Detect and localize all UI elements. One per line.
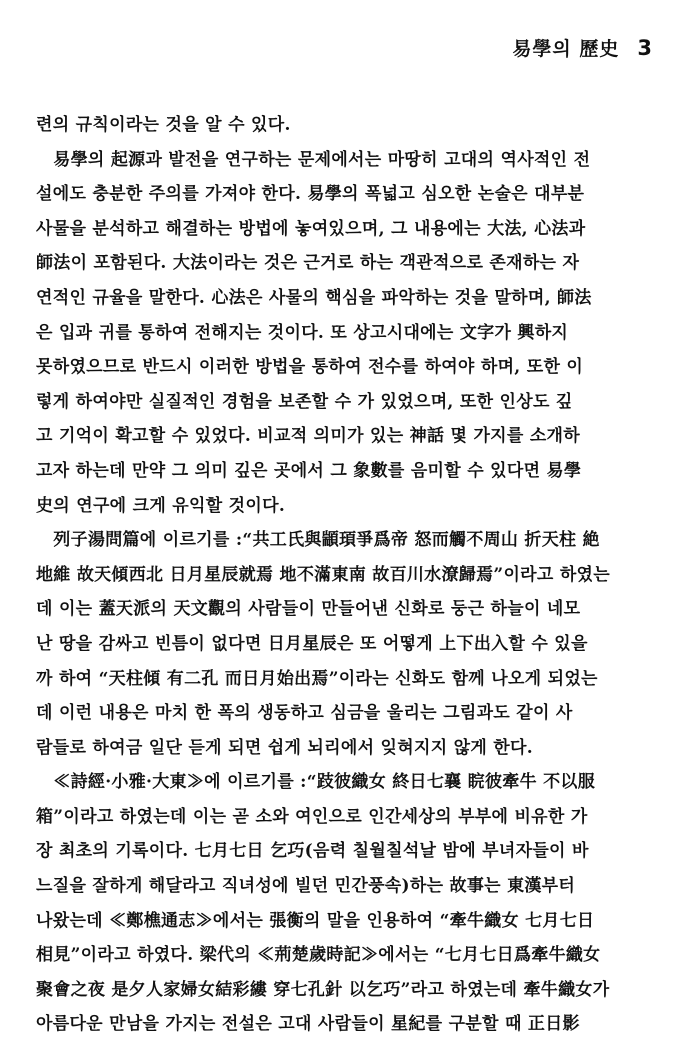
running-header [512, 34, 652, 61]
text-line: 까 하여 “天柱傾 有二孔 而日月始出焉”이라는 신화도 함께 나오게 되었는 [36, 668, 598, 689]
text-line: ≪詩經·小雅·大東≫에 이르기를 :“跂彼織女 終日七襄 睆彼牽牛 不以服 [36, 772, 595, 793]
text-line: 사물을 분석하고 해결하는 방법에 놓여있으며, 그 내용에는 大法, 心法과 [36, 218, 586, 239]
text-line: 地維 故天傾西北 日月星辰就焉 地不滿東南 故百川水潦歸焉”이라고 하였는 [36, 564, 611, 585]
text-line: 람들로 하여금 일단 듣게 되면 쉽게 뇌리에서 잊혀지지 않게 한다. [36, 737, 533, 758]
text-line: 느질을 잘하게 해달라고 직녀성에 빌던 민간풍속)하는 故事는 東漢부터 [36, 876, 576, 897]
text-line: 聚會之夜 是夕人家婦女結彩縷 穿七孔針 以乞巧”라고 하였는데 牽牛織女가 [36, 979, 610, 1000]
text-line: 난 땅을 감싸고 빈틈이 없다면 日月星辰은 또 어떻게 上下出入할 수 있을 [36, 633, 588, 654]
text-line: 설에도 충분한 주의를 가져야 한다. 易學의 폭넓고 심오한 논술은 대부분 [36, 184, 585, 205]
text-line: 列子湯問篇에 이르기를 :“共工氏與顓頊爭爲帝 怒而觸不周山 折天柱 絶 [36, 530, 600, 551]
text-line: 연적인 규율을 말한다. 心法은 사물의 핵심을 파악하는 것을 말하며, 師法 [36, 287, 592, 308]
running-title: 易學의 歷史 [512, 38, 620, 60]
text-line: 은 입과 귀를 통하여 전해지는 것이다. 또 상고시대에는 文字가 興하지 [36, 322, 569, 343]
text-line: 箱”이라고 하였는데 이는 곧 소와 여인으로 인간세상의 부부에 비유한 가 [36, 806, 588, 827]
text-line: 나왔는데 ≪鄭樵通志≫에서는 張衡의 말을 인용하여 “牽牛織女 七月七日 [36, 910, 595, 931]
text-line: 고자 하는데 만약 그 의미 깊은 곳에서 그 象數를 음미할 수 있다면 易學 [36, 460, 582, 481]
text-line: 렇게 하여야만 실질적인 경험을 보존할 수 가 있었으며, 또한 인상도 깊 [36, 391, 573, 412]
text-line: 史의 연구에 크게 유익할 것이다. [36, 495, 286, 516]
text-line: 易學의 起源과 발전을 연구하는 문제에서는 마땅히 고대의 역사적인 전 [36, 149, 591, 170]
text-line: 련의 규칙이라는 것을 알 수 있다. [36, 115, 291, 135]
text-line: 고 기억이 확고할 수 있었다. 비교적 의미가 있는 神話 몇 가지를 소개하 [36, 426, 580, 447]
text-line: 아름다운 만남을 가지는 전설은 고대 사람들이 星紀를 구분할 때 正日影 [36, 1014, 580, 1035]
text-line: 못하였으므로 반드시 이러한 방법을 통하여 전수를 하여야 하며, 또한 이 [36, 357, 584, 378]
text-line: 師法이 포함된다. 大法이라는 것은 근거로 하는 객관적으로 존재하는 자 [36, 253, 580, 274]
text-line: 相見”이라고 하였다. 梁代의 ≪荊楚歲時記≫에서는 “七月七日爲牽牛織女 [36, 945, 601, 966]
page-number: 3 [637, 36, 652, 60]
text-line: 데 이는 蓋天派의 天文觀의 사람들이 만들어낸 신화로 둥근 하늘이 네모 [36, 599, 581, 620]
body-text [36, 108, 666, 1042]
text-line: 데 이런 내용은 마치 한 폭의 생동하고 심금을 울리는 그림과도 같이 사 [36, 703, 573, 724]
text-line: 장 최초의 기록이다. 七月七日 乞巧(음력 칠월칠석날 밤에 부녀자들이 바 [36, 841, 589, 862]
